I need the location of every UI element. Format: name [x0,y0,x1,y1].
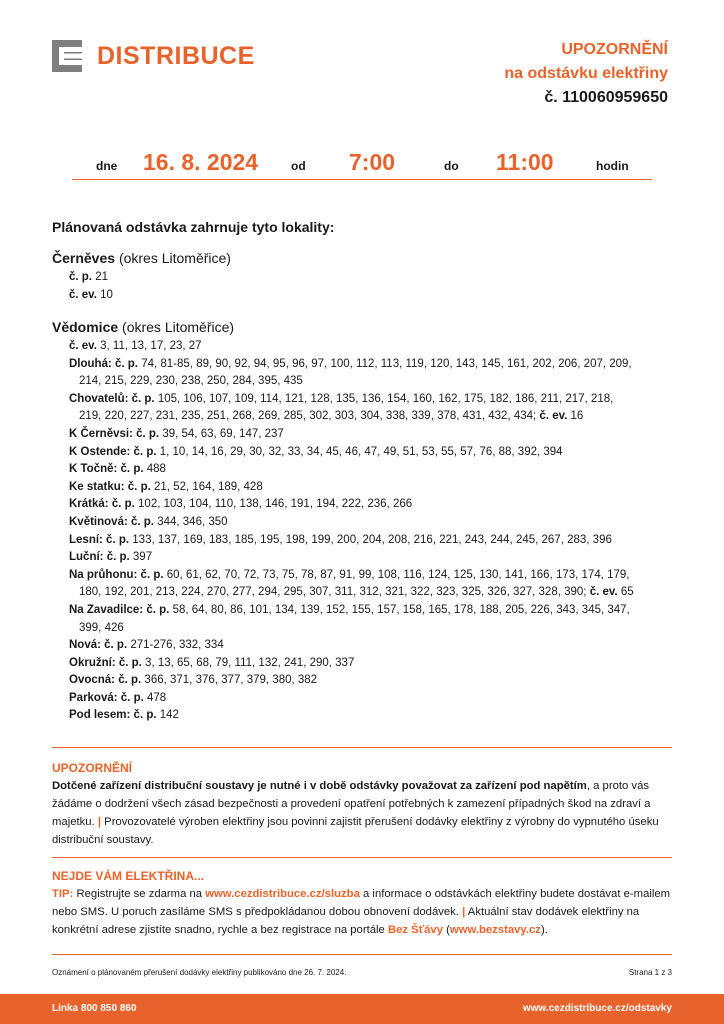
list-item: č. ev. 3, 11, 13, 17, 23, 27 [69,340,202,352]
list-item: K Točně: č. p. 488 [69,463,166,476]
localities-intro: Plánovaná odstávka zahrnuje tyto lokality: [52,219,335,235]
address-list [69,338,673,725]
list-item: Luční: č. p. 397 [69,551,153,564]
locality-heading [52,250,231,266]
divider [52,954,672,955]
list-item: Parková: č. p. 478 [69,691,167,704]
outages-link[interactable]: www.cezdistribuce.cz/odstavky [522,1003,672,1014]
list-item: Nová: č. p. 271-276, 332, 334 [69,639,224,652]
date-label: dne [96,159,118,173]
list-item: Dlouhá: č. p. 74, 81-85, 89, 90, 92, 94, 95, 96, 97, 100, 112, 113, 119, 120, 143, 145, 161, 202, 206, 207, 209, 214, 215, 229, 230, 238, 250, 284, 395, 435 [69,357,632,388]
notice-title: UPOZORNĚNÍ [561,41,668,58]
locality-district: (okres Litoměřice) [122,319,235,335]
locality-name: Černěves [52,250,116,266]
cez-logo-icon [52,40,82,72]
hours-label: hodin [596,159,629,173]
schedule-line [72,148,652,180]
outage-start: 7:00 [349,149,396,175]
list-item: Krátká: č. p. 102, 103, 104, 110, 138, 146, 191, 194, 222, 236, 266 [69,498,413,511]
nopower-title: NEJDE VÁM ELEKTŘINA... [52,869,205,883]
hotline[interactable]: Linka 800 850 860 [52,1003,137,1014]
list-item: Ovocná: č. p. 366, 371, 376, 377, 379, 380, 382 [69,674,318,687]
list-item: č. p. 21 [69,271,109,283]
list-item: č. ev. 10 [69,288,113,301]
list-item: Na průhonu: č. p. 60, 61, 62, 70, 72, 73, 75, 78, 87, 91, 99, 108, 116, 124, 125, 130, 141, 166, 173, 174, 179, 180, 192, 201, 213, 224, 270, 277, 294, 295, 307, 311, 312, 321, 322, 323, 325, 326, 327, 328, 390; č. ev. 65 [69,568,634,599]
list-item: Chovatelů: č. p. 105, 106, 107, 109, 114, 121, 128, 135, 136, 154, 160, 162, 175, 182, 186, 211, 217, 218, 219, 220, 227, 231, 235, 251, 268, 269, 285, 302, 303, 304, 338, 339, 378, 431, 432, 434; č. ev. 16 [69,392,614,423]
brand-logo [52,40,255,72]
list-item: Lesní: č. p. 133, 137, 169, 183, 185, 195, 198, 199, 200, 204, 208, 216, 221, 243, 244, 245, 267, 283, 396 [69,533,612,546]
to-label: do [444,159,459,173]
bezstavy-link[interactable]: www.bezstavy.cz [449,924,541,936]
nopower-text: TIP: Registrujte se zdarma na www.cezdistribuce.cz/sluzba a informace o odstávkách elektřiny budete dostávat e-mailem nebo SMS. U poruch zasíláme SMS s předpokládanou dobou obnovení dodávek. | Aktuální stav dodávek elektřiny na konkrétní adrese zjistíte snadno, rychle a bez registrace na portále Bez Šťávy (www.bezstavy.cz). [52,888,671,936]
from-label: od [291,159,306,173]
divider [52,857,672,858]
divider [52,747,672,748]
list-item: Pod lesem: č. p. 142 [69,709,179,722]
warning-title: UPOZORNĚNÍ [52,761,133,775]
locality-heading [52,319,234,335]
footer-bar [0,994,724,1024]
list-item: K Černěvsi: č. p. 39, 54, 63, 69, 147, 237 [69,427,284,440]
page-number: Strana 1 z 3 [628,968,672,977]
notice-header [504,38,668,110]
locality-district: (okres Litoměřice) [118,250,231,266]
address-list [69,269,673,304]
brand-name: DISTRIBUCE [97,42,255,70]
publication-note: Oznámení o plánovaném přerušení dodávky elektřiny publikováno dne 26. 7. 2024. [52,968,347,977]
outage-end: 11:00 [496,149,554,175]
notice-subtitle: na odstávku elektřiny [504,65,668,82]
list-item: K Ostende: č. p. 1, 10, 14, 16, 29, 30, 32, 33, 34, 45, 46, 47, 49, 51, 53, 55, 57, 76, 88, 392, 394 [69,445,563,458]
list-item: Okružní: č. p. 3, 13, 65, 68, 79, 111, 132, 241, 290, 337 [69,656,355,669]
list-item: Květinová: č. p. 344, 346, 350 [69,515,228,528]
locality-name: Vědomice [52,319,119,335]
list-item: Na Zavadilce: č. p. 58, 64, 80, 86, 101, 134, 139, 152, 155, 157, 158, 165, 178, 188, 205, 226, 343, 345, 347, 399, 426 [69,603,630,634]
registration-link[interactable]: www.cezdistribuce.cz/sluzba [205,888,360,900]
outage-date: 16. 8. 2024 [143,149,259,175]
warning-text: Dotčené zařízení distribuční soustavy je nutné i v době odstávky považovat za zařízení pod napětím, a proto vás žádáme o dodržení všech zásad bezpečnosti a provedení opatření potřebných k zamezení případných škod na zdraví a majetku. | Provozovatelé výroben elektřiny jsou povinni zajistit přerušení dodávky elektřiny z výrobny do vypnutého úseku distribuční soustavy. [52,780,659,846]
notice-number: č. 110060959650 [544,89,668,106]
list-item: Ke statku: č. p. 21, 52, 164, 189, 428 [69,480,263,493]
